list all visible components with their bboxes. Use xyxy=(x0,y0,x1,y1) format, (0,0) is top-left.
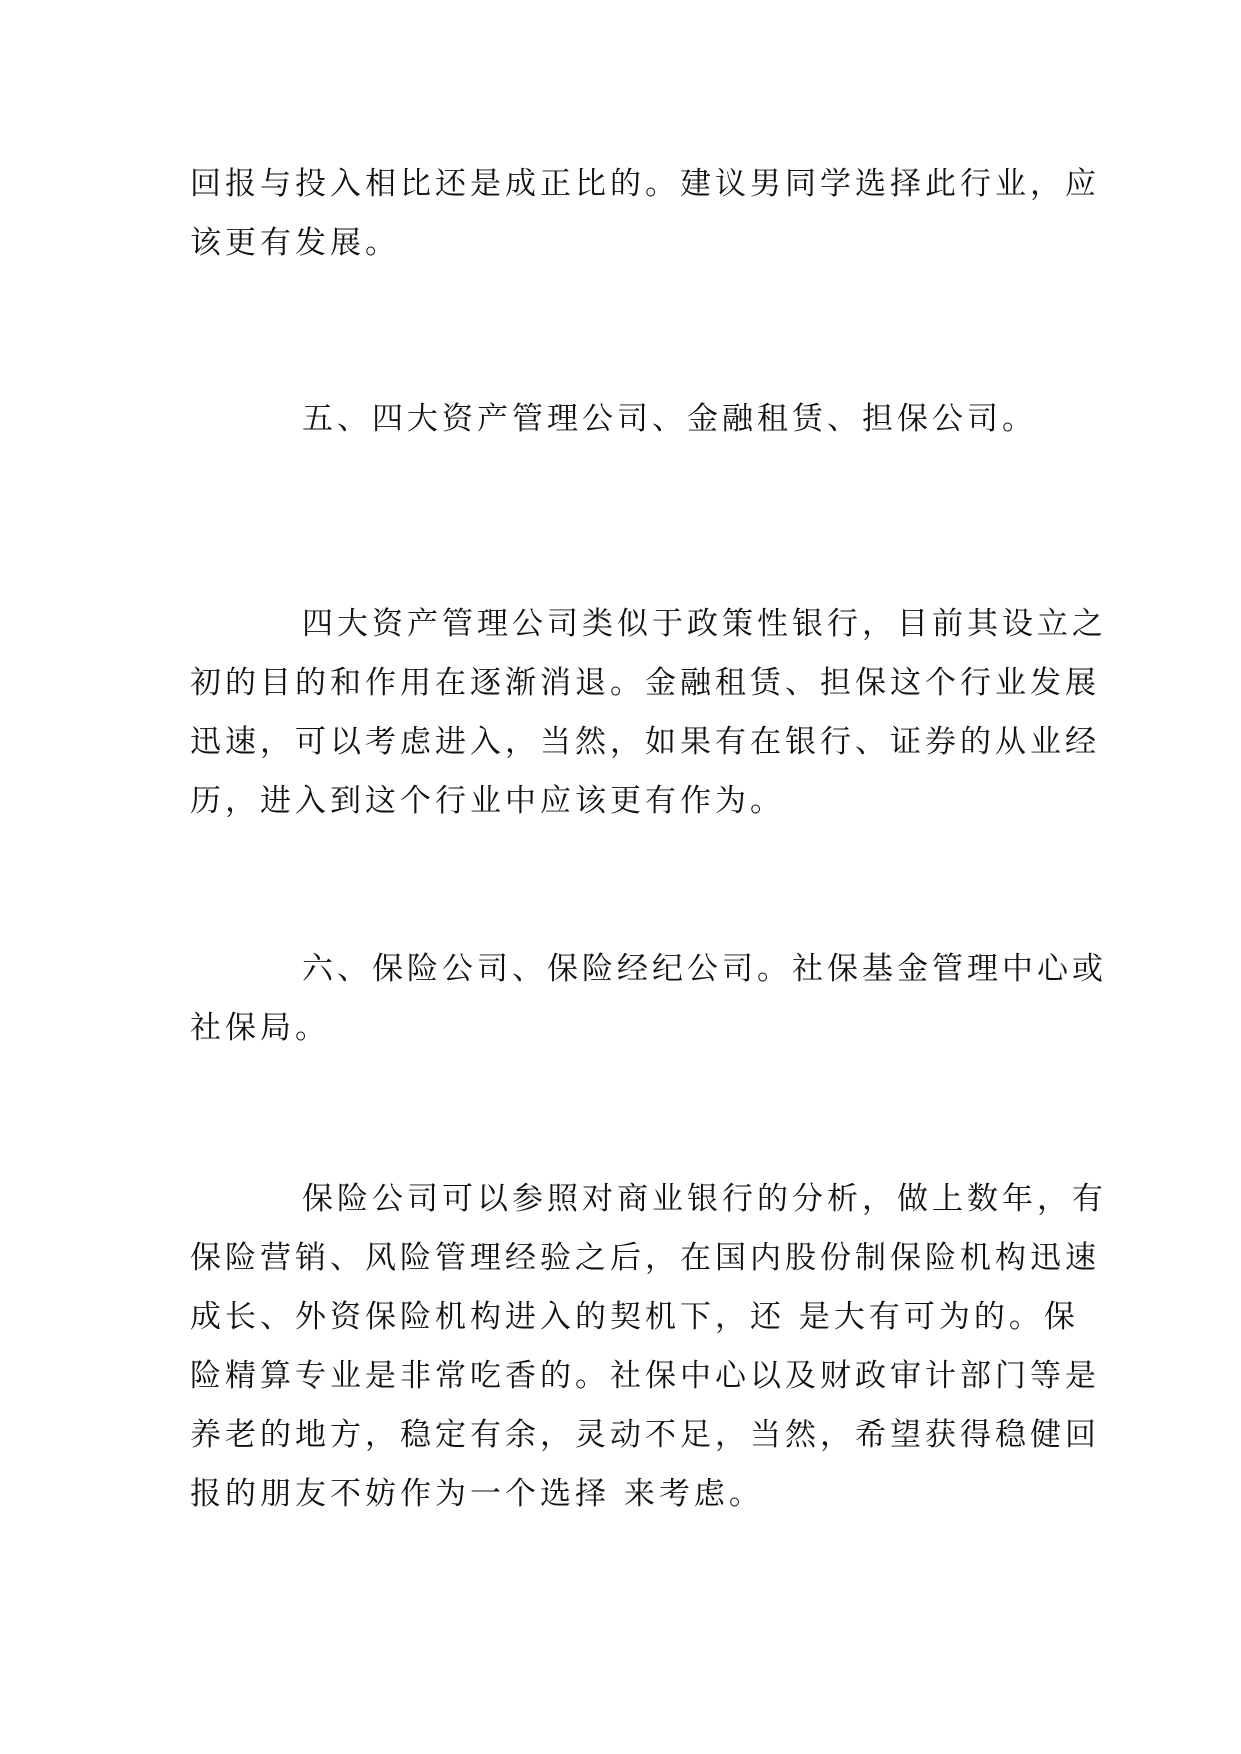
section-heading-6 xyxy=(190,940,1107,1058)
paragraph-line: 迅速，可以考虑进入，当然，如果有在银行、证券的从业经 xyxy=(190,724,1100,760)
paragraph-3 xyxy=(190,1170,1107,1524)
paragraph-line: 四大资产管理公司类似于政策性银行，目前其设立之 xyxy=(302,606,1107,642)
paragraph-line: 回报与投入相比还是成正比的。建议男同学选择此行业，应 xyxy=(190,166,1100,202)
heading-line: 社保局。 xyxy=(190,1010,330,1046)
paragraph-line: 历，进入到这个行业中应该更有作为。 xyxy=(190,783,785,819)
paragraph-line: 初的目的和作用在逐渐消退。金融租赁、担保这个行业发展 xyxy=(190,665,1100,701)
section-heading-5 xyxy=(190,390,1050,449)
heading-line: 六、保险公司、保险经纪公司。社保基金管理中心或 xyxy=(302,951,1107,987)
paragraph-1 xyxy=(190,155,1100,273)
paragraph-line: 成长、外资保险机构进入的契机下，还 是大有可为的。保 xyxy=(190,1299,1079,1335)
paragraph-line: 该更有发展。 xyxy=(190,225,400,261)
paragraph-line: 保险营销、风险管理经验之后，在国内股份制保险机构迅速 xyxy=(190,1240,1100,1276)
heading-line: 五、四大资产管理公司、金融租赁、担保公司。 xyxy=(302,401,1037,437)
paragraph-2 xyxy=(190,595,1107,831)
paragraph-line: 报的朋友不妨作为一个选择 来考虑。 xyxy=(190,1476,764,1512)
paragraph-line: 养老的地方，稳定有余，灵动不足，当然，希望获得稳健回 xyxy=(190,1417,1100,1453)
paragraph-line: 保险公司可以参照对商业银行的分析，做上数年，有 xyxy=(302,1181,1107,1217)
paragraph-line: 险精算专业是非常吃香的。社保中心以及财政审计部门等是 xyxy=(190,1358,1100,1394)
